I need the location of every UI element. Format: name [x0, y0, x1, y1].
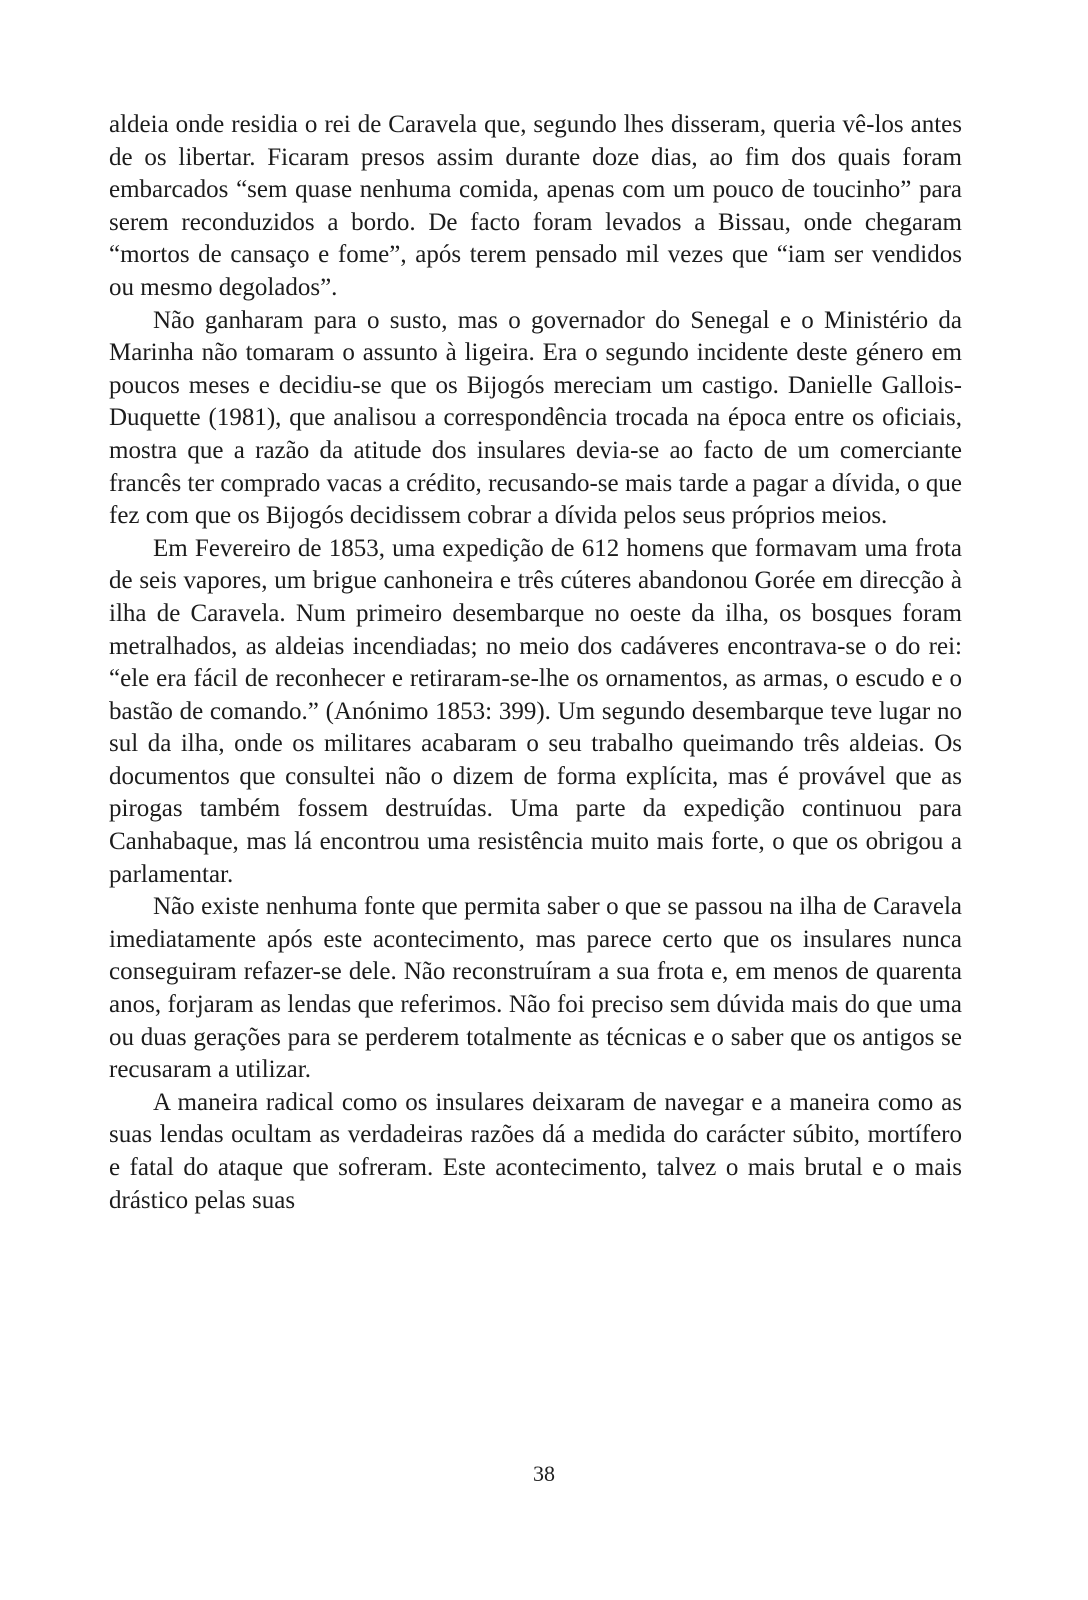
paragraph-2: Não ganharam para o susto, mas o governador do Senegal e o Ministério da Marinha não tomaram o assunto à ligeira. Era o segundo incidente deste género em poucos meses e decidiu-se que os Bijogós mereciam um castigo. Danielle Gallois-Duquette (1981), que analisou a correspondência trocada na época entre os oficiais, mostra que a razão da atitude dos insulares devia-se ao facto de um comerciante francês ter comprado vacas a crédito, recusando-se mais tarde a pagar a dívida, o que fez com que os Bijogós decidissem cobrar a dívida pelos seus próprios meios.	[109, 306, 962, 530]
page-number: 38	[533, 1461, 555, 1486]
paragraph-1: aldeia onde residia o rei de Caravela que, segundo lhes disseram, queria vê-los antes de os libertar. Ficaram presos assim durante doze dias, ao fim dos quais foram embarcados “sem quase nenhuma comida, apenas com um pouco de toucinho” para serem reconduzidos a bordo. De facto foram levados a Bissau, onde chegaram “mortos de cansaço e fome”, após terem pensado mil vezes que “iam ser vendidos ou mesmo degolados”.	[109, 111, 962, 301]
body-text	[109, 109, 962, 1217]
paragraph-5: A maneira radical como os insulares deixaram de navegar e a maneira como as suas lendas ocultam as verdadeiras razões dá a medida do carácter súbito, mortífero e fatal do ataque que sofreram. Este acontecimento, talvez o mais brutal e o mais drástico pelas suas	[109, 1088, 962, 1214]
paragraph-3: Em Fevereiro de 1853, uma expedição de 612 homens que formavam uma frota de seis vapores, um brigue canhoneira e três cúteres abandonou Gorée em direcção à ilha de Caravela. Num primeiro desembarque no oeste da ilha, os bosques foram metralhados, as aldeias incendiadas; no meio dos cadáveres encontrava-se o do rei: “ele era fácil de reconhecer e retiraram-se-lhe os ornamentos, as armas, o escudo e o bastão de comando.” (Anónimo 1853: 399). Um segundo desembarque teve lugar no sul da ilha, onde os militares acabaram o seu trabalho queimando três aldeias. Os documentos que consultei não o dizem de forma explícita, mas é provável que as pirogas também fossem destruídas. Uma parte da expedição continuou para Canhabaque, mas lá encontrou uma resistência muito mais forte, o que os obrigou a parlamentar.	[109, 534, 962, 888]
paragraph-4: Não existe nenhuma fonte que permita saber o que se passou na ilha de Caravela imediatamente após este acontecimento, mas parece certo que os insulares nunca conseguiram refazer-se dele. Não reconstruíram a sua frota e, em menos de quarenta anos, forjaram as lendas que referimos. Não foi preciso sem dúvida mais do que uma ou duas gerações para se perderem totalmente as técnicas e o saber que os antigos se recusaram a utilizar.	[109, 893, 962, 1084]
